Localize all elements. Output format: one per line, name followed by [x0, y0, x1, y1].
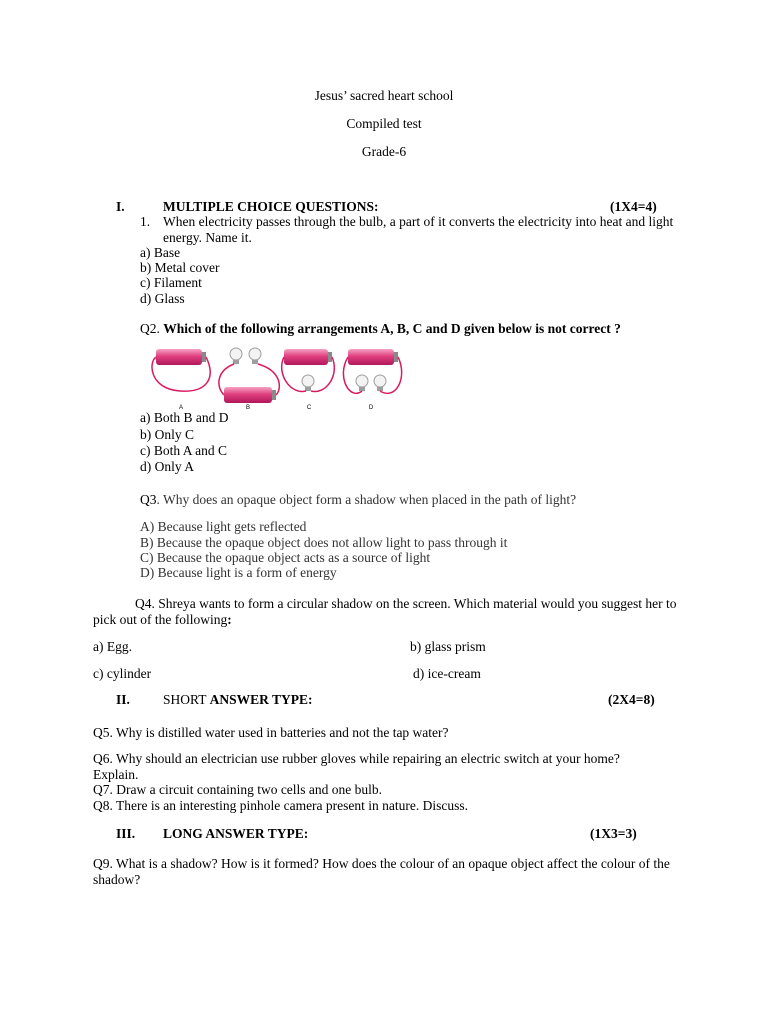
cell-terminal-icon [202, 352, 206, 362]
cell-terminal-icon [272, 390, 276, 400]
cell-icon [284, 349, 328, 365]
bulb-base-icon [305, 387, 311, 391]
cell-terminal-icon [328, 352, 332, 362]
q2-option-d: d) Only A [140, 459, 194, 474]
q1-option-c: c) Filament [140, 275, 202, 290]
cell-terminal-icon [394, 352, 398, 362]
q1-number: 1. [140, 214, 151, 229]
cell-icon [348, 349, 394, 365]
section-2-title-bold: ANSWER TYPE: [209, 692, 313, 707]
arrangement-d [343, 349, 401, 393]
test-title: Compiled test [346, 116, 422, 131]
figure-label-a: A [178, 405, 184, 411]
q9-text: Q9. What is a shadow? How is it formed? How does the colour of an opaque object affect the colour of the shadow? [93, 856, 670, 887]
section-2-numeral: II. [116, 692, 130, 707]
grade-label: Grade-6 [361, 144, 407, 159]
q5-text: Q5. Why is distilled water used in batteries and not the tap water? [93, 725, 449, 740]
bulb-icon [249, 348, 261, 360]
section-3-numeral: III. [116, 826, 136, 841]
bulb-base-icon [377, 387, 383, 391]
figure-label-b: B [245, 405, 251, 411]
school-name: Jesus’ sacred heart school [314, 88, 454, 103]
q4-option-b: b) glass prism [410, 639, 486, 654]
q1-option-b: b) Metal cover [140, 260, 220, 275]
arrangement-b [219, 348, 279, 403]
figure-label-d: D [368, 405, 374, 411]
section-1-title: MULTIPLE CHOICE QUESTIONS: [163, 199, 379, 214]
q8-text: Q8. There is an interesting pinhole camera present in nature. Discuss. [93, 798, 469, 813]
figure-label-c: C [306, 405, 312, 411]
arrangement-c [282, 349, 335, 392]
q2-prefix: Q2. [140, 321, 160, 336]
q3-option-b: B) Because the opaque object does not allow light to pass through it [140, 535, 508, 550]
q6-text: Q6. Why should an electrician use rubber gloves while repairing an electric switch at your home? Explain. [93, 751, 620, 782]
q7-text: Q7. Draw a circuit containing two cells and one bulb. [93, 782, 383, 797]
section-3-marks: (1X3=3) [590, 826, 637, 841]
cell-icon [156, 349, 202, 365]
q3-question [140, 492, 576, 508]
q3-prefix: Q3 [140, 492, 157, 507]
section-2-marks: (2X4=8) [608, 692, 655, 707]
bulb-icon [356, 375, 368, 387]
section-1-marks: (1X4=4) [610, 199, 657, 214]
q3-option-a: A) Because light gets reflected [140, 519, 307, 534]
q2-option-a: a) Both B and D [140, 410, 229, 425]
q2-circuit-figure [150, 343, 408, 413]
q4-option-c: c) cylinder [93, 666, 152, 681]
section-1-numeral: I. [116, 199, 125, 214]
q3-option-c: C) Because the opaque object acts as a source of light [140, 550, 431, 565]
arrangement-a [152, 349, 210, 391]
bulb-base-icon [252, 360, 258, 364]
section-2-title [163, 692, 312, 708]
q2-text: Which of the following arrangements A, B, C and D given below is not correct ? [163, 321, 621, 336]
bulb-base-icon [359, 387, 365, 391]
q1-text: When electricity passes through the bulb, a part of it converts the electricity into heat and light energy. Name it. [163, 214, 674, 245]
q2-question [140, 321, 621, 337]
q1-option-a: a) Base [140, 245, 181, 260]
q4-option-d: d) ice-cream [413, 666, 481, 681]
bulb-base-icon [233, 360, 239, 364]
q2-option-b: b) Only C [140, 427, 194, 442]
bulb-icon [302, 375, 314, 387]
q4-question [93, 596, 683, 628]
q3-text: . Why does an opaque object form a shadow when placed in the path of light? [156, 492, 577, 507]
q4-colon: : [227, 612, 232, 627]
q4-text: Q4. Shreya wants to form a circular shadow on the screen. Which material would you suggest her to pick out of the following [93, 596, 677, 627]
bulb-icon [374, 375, 386, 387]
q4-option-a: a) Egg. [93, 639, 132, 654]
section-2-title-plain: SHORT [163, 692, 210, 707]
bulb-icon [230, 348, 242, 360]
q3-option-d: D) Because light is a form of energy [140, 565, 337, 580]
q2-option-c: c) Both A and C [140, 443, 227, 458]
q1-option-d: d) Glass [140, 291, 185, 306]
section-3-title: LONG ANSWER TYPE: [163, 826, 309, 841]
cell-icon [224, 387, 272, 403]
